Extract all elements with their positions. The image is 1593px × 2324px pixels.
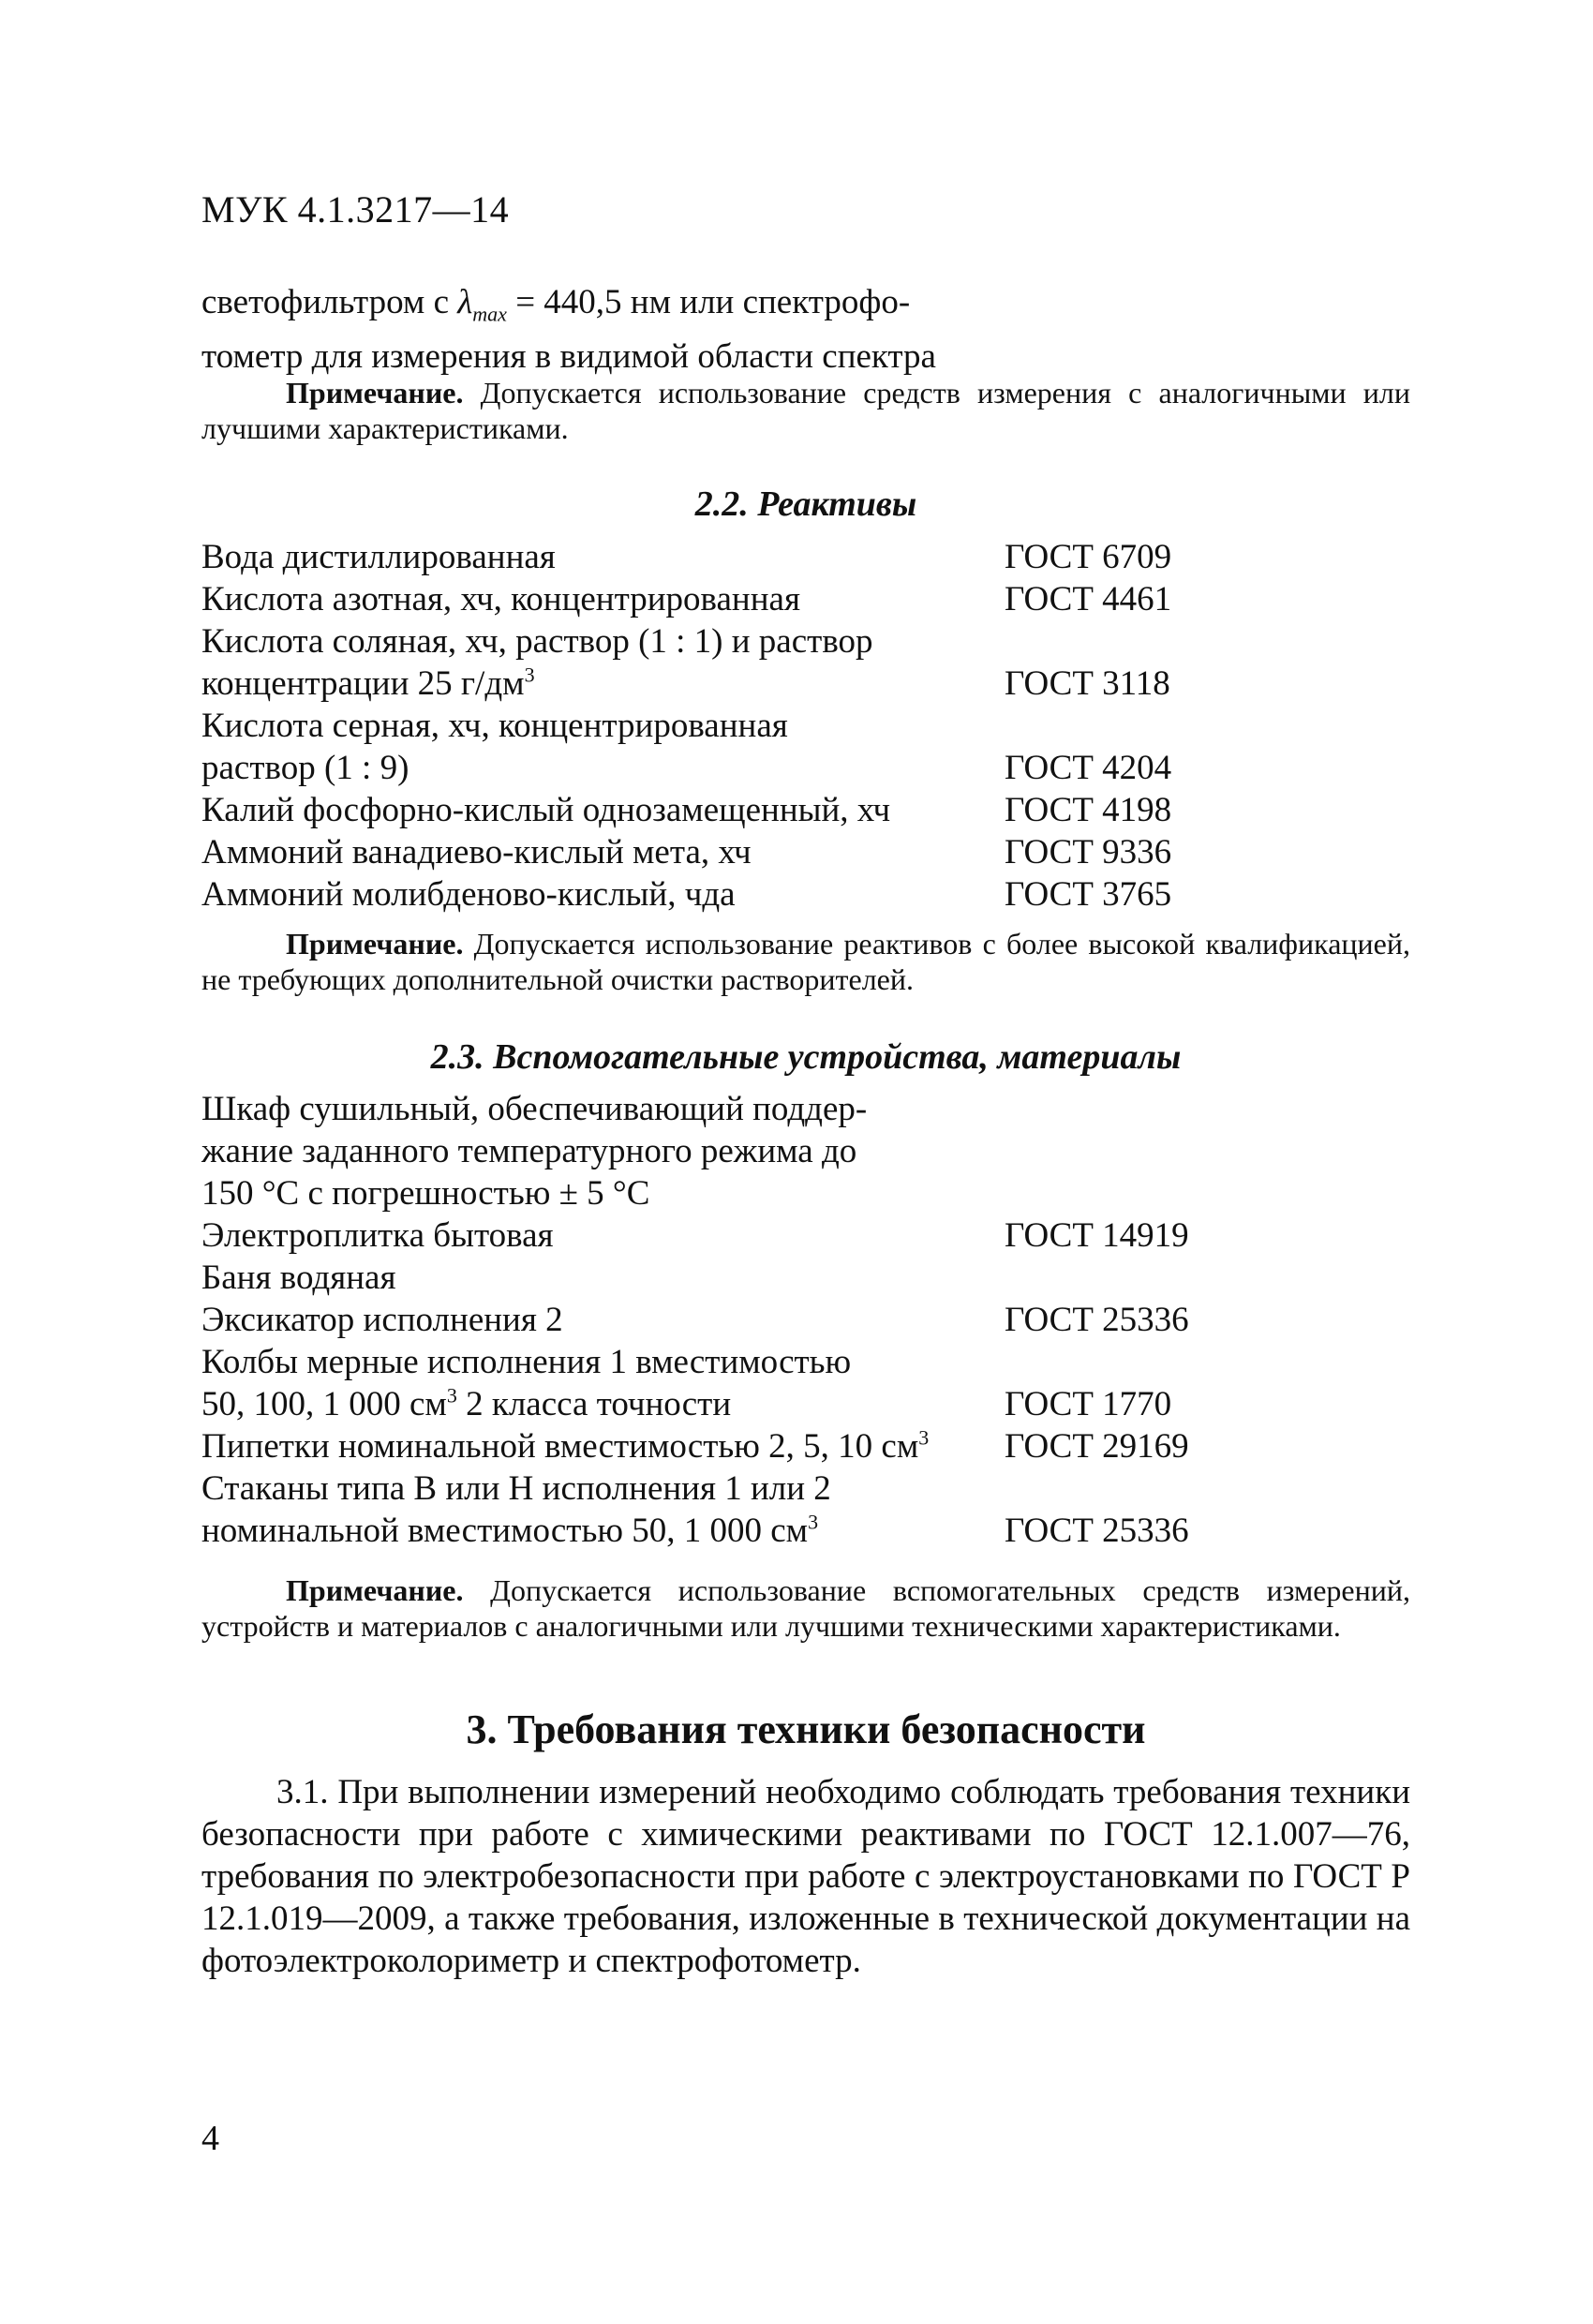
- gost-reference: ГОСТ 3118: [1005, 664, 1170, 703]
- item-name: жание заданного температурного режима до: [201, 1132, 857, 1170]
- safety-paragraph: 3.1. При выполнении измерений необходимо соблюдать требования техники безопасности при работе с химическими реактивами по ГОСТ 12.1.007—76, требования по электробезопасности при работе с электроустановками по ГОСТ Р 12.1.019—2009, а также требования, изложенные в технической документации на фотоэлектроколориметр и спектрофотометр.: [201, 1773, 1410, 1980]
- gost-reference: ГОСТ 14919: [1005, 1216, 1189, 1255]
- table-row: [201, 831, 1232, 873]
- table-row: [201, 1088, 1232, 1130]
- gost-reference: ГОСТ 25336: [1005, 1512, 1189, 1550]
- gost-reference: ГОСТ 9336: [1005, 833, 1172, 872]
- note-label: Примечание.: [286, 1573, 464, 1607]
- table-row: [201, 620, 1232, 663]
- intro-line-1: светофильтром с $\lambda_{max} = 440,5$ нм или спектрофо-: [201, 283, 911, 326]
- item-name: Баня водяная: [201, 1259, 396, 1297]
- intro-text: [201, 281, 1410, 379]
- intro-line-2: тометр для измерения в видимой области спектра: [201, 337, 936, 377]
- table-row: [201, 578, 1232, 620]
- item-name: Стаканы типа В или Н исполнения 1 или 2: [201, 1469, 831, 1508]
- gost-reference: ГОСТ 6709: [1005, 538, 1172, 576]
- table-row: [201, 1172, 1232, 1214]
- table-row: [201, 663, 1232, 705]
- note-measuring-instruments: Примечание. Допускается использование средств измерения с аналогичными или лучшими характеристиками.: [201, 376, 1410, 445]
- lambda-symbol: $\lambda_{max}$: [457, 283, 507, 326]
- table-row: [201, 1299, 1232, 1341]
- gost-reference: ГОСТ 25336: [1005, 1301, 1189, 1339]
- note-label: Примечание.: [286, 376, 464, 410]
- table-row: [201, 873, 1232, 916]
- table-row: [201, 1257, 1232, 1299]
- page-number: 4: [201, 2119, 219, 2158]
- table-row: [201, 789, 1232, 831]
- note-reagents: Примечание. Допускается использование реактивов с более высокой квалификацией, не требующих дополнительной очистки растворителей.: [201, 927, 1410, 996]
- section-2-3-title: 2.3. Вспомогательные устройства, материалы: [430, 1037, 1182, 1077]
- gost-reference: ГОСТ 29169: [1005, 1427, 1189, 1466]
- reagents-table: [201, 536, 1232, 916]
- auxiliary-devices-table: [201, 1088, 1232, 1552]
- document-code-header: МУК 4.1.3217—14: [201, 188, 510, 231]
- table-row: [201, 705, 1232, 747]
- table-row: [201, 1383, 1232, 1425]
- section-3-title: 3. Требования техники безопасности: [466, 1706, 1146, 1752]
- table-row: [201, 1510, 1232, 1552]
- item-name: Аммоний молибденово-кислый, чда: [201, 875, 736, 914]
- table-row: [201, 1130, 1232, 1172]
- item-name: 50, 100, 1 000 $см^3$ 2 класса точности: [201, 1383, 732, 1423]
- item-name: Кислота соляная, хч, раствор (1 : 1) и раствор: [201, 622, 873, 661]
- item-name: Калий фосфорно-кислый однозамещенный, хч: [201, 791, 891, 829]
- section-2-2-title: 2.2. Реактивы: [694, 484, 917, 524]
- item-name: раствор (1 : 9): [201, 749, 409, 787]
- item-name: Электроплитка бытовая: [201, 1216, 554, 1255]
- item-name: Шкаф сушильный, обеспечивающий поддер-: [201, 1090, 868, 1128]
- item-name: 150 °С с погрешностью ± 5 °С: [201, 1174, 650, 1213]
- table-row: [201, 747, 1232, 789]
- item-name: номинальной вместимостью 50, 1 000 $см^3$: [201, 1510, 819, 1550]
- table-row: [201, 1467, 1232, 1510]
- gost-reference: ГОСТ 4198: [1005, 791, 1172, 829]
- item-name: Кислота серная, хч, концентрированная: [201, 707, 788, 745]
- gost-reference: ГОСТ 3765: [1005, 875, 1172, 914]
- table-row: [201, 1425, 1232, 1467]
- table-row: [201, 1341, 1232, 1383]
- item-name: Аммоний ванадиево-кислый мета, хч: [201, 833, 752, 872]
- note-auxiliary-devices: Примечание. Допускается использование вспомогательных средств измерений, устройств и материалов с аналогичными или лучшими техническими характеристиками.: [201, 1573, 1410, 1643]
- item-name: концентрации 25 $г/дм^3$: [201, 663, 535, 703]
- item-name: Колбы мерные исполнения 1 вместимостью: [201, 1343, 852, 1381]
- item-name: Вода дистиллированная: [201, 538, 556, 576]
- note-label: Примечание.: [286, 927, 464, 961]
- item-name: Эксикатор исполнения 2: [201, 1301, 563, 1339]
- table-row: [201, 536, 1232, 578]
- table-row: [201, 1214, 1232, 1257]
- gost-reference: ГОСТ 1770: [1005, 1385, 1172, 1423]
- item-name: Кислота азотная, хч, концентрированная: [201, 580, 800, 618]
- item-name: Пипетки номинальной вместимостью 2, 5, 10 $см^3$: [201, 1425, 930, 1466]
- gost-reference: ГОСТ 4461: [1005, 580, 1172, 618]
- gost-reference: ГОСТ 4204: [1005, 749, 1172, 787]
